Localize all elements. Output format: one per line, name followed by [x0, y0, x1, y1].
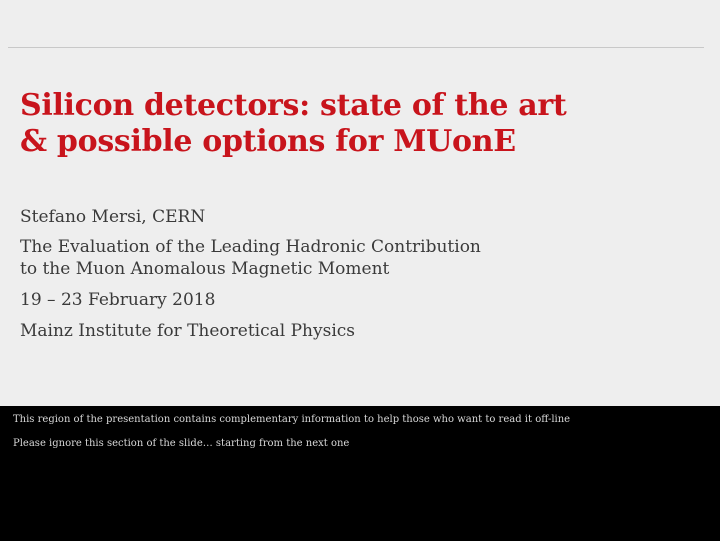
event-name	[20, 236, 481, 280]
event-line-1: The Evaluation of the Leading Hadronic Contribution	[20, 237, 481, 257]
offline-note-1: This region of the presentation contains complementary information to help those who want to read it off-line	[13, 414, 571, 425]
event-dates: 19 – 23 February 2018	[20, 290, 216, 310]
offline-notes-panel	[0, 406, 720, 541]
title-line-2: & possible options for MUonE	[20, 124, 516, 159]
top-divider	[8, 47, 704, 48]
author-line: Stefano Mersi, CERN	[20, 207, 206, 227]
slide-title	[20, 88, 566, 160]
event-line-2: to the Muon Anomalous Magnetic Moment	[20, 259, 390, 279]
event-venue: Mainz Institute for Theoretical Physics	[20, 321, 356, 341]
title-line-1: Silicon detectors: state of the art	[20, 88, 567, 123]
offline-note-2: Please ignore this section of the slide… starting from the next one	[13, 438, 350, 449]
